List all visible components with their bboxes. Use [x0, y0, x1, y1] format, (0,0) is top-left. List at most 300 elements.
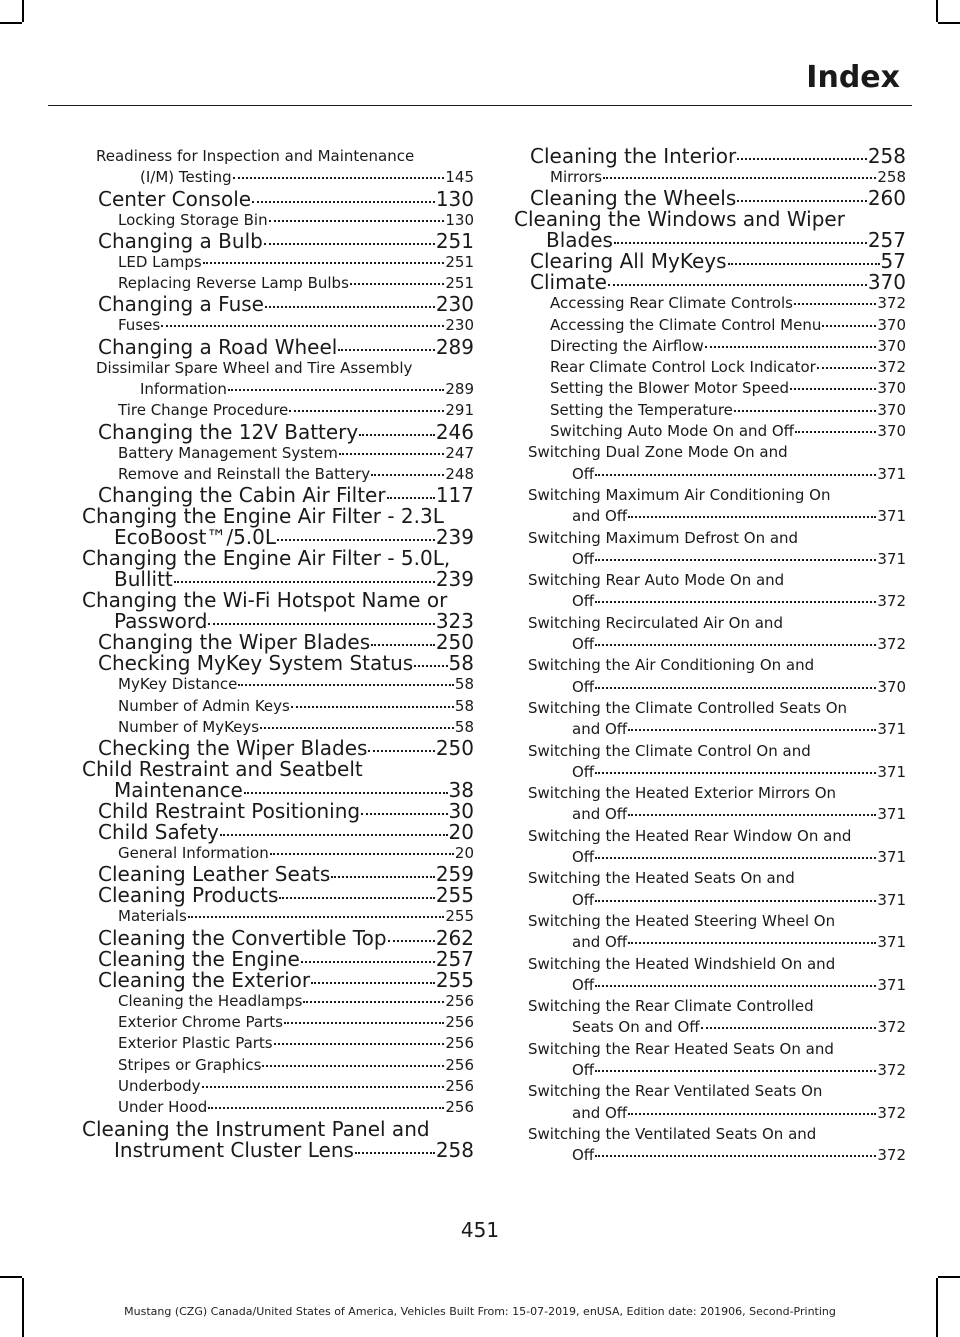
index-entry-page: 255	[435, 967, 474, 992]
index-entry-term: Stripes or Graphics	[118, 1055, 262, 1074]
index-entry-term: Blades	[546, 228, 613, 253]
index-entry	[528, 741, 906, 784]
index-entry-term: Changing a Bulb	[98, 228, 263, 253]
index-entry	[528, 868, 906, 911]
index-entry	[96, 358, 474, 401]
index-entry	[82, 801, 474, 822]
index-entry-page: 370	[877, 422, 906, 441]
index-entry-page: 370	[877, 677, 906, 696]
index-entry	[96, 1055, 474, 1076]
index-entry-term: Changing a Fuse	[98, 292, 264, 317]
index-entry	[82, 946, 474, 971]
index-entry-page: 257	[435, 946, 474, 971]
index-entry-page: 258	[867, 144, 906, 168]
index-entry-term: Number of Admin Keys	[118, 696, 290, 715]
index-entry	[82, 822, 474, 843]
index-entry-page: 258	[877, 168, 906, 186]
dot-leader	[202, 1086, 445, 1088]
dot-leader	[355, 1152, 435, 1154]
index-entry	[96, 464, 474, 485]
index-entry-term: Cleaning Leather Seats	[98, 862, 331, 887]
index-entry-line: Switching the Heated Exterior Mirrors On	[528, 784, 837, 803]
index-entry-term: Cleaning the Convertible Top	[98, 925, 387, 950]
index-entry-line: Switching the Ventilated Seats On and	[528, 1124, 817, 1143]
dot-leader	[331, 876, 434, 878]
index-entry	[96, 717, 474, 738]
page-title: Index	[806, 60, 900, 95]
index-entry-page: 370	[877, 379, 906, 398]
index-entry-term: Off	[572, 592, 595, 611]
dot-leader	[705, 346, 877, 348]
index-entry	[96, 400, 474, 421]
dot-leader	[265, 306, 435, 308]
dot-leader	[595, 900, 876, 902]
index-entry-term: Checking MyKey System Status	[98, 651, 414, 676]
index-entry-term: Materials	[118, 907, 187, 926]
index-entry-page: 372	[877, 1060, 906, 1079]
index-entry	[82, 653, 474, 674]
index-entry	[82, 548, 474, 590]
index-entry-page: 250	[435, 630, 474, 655]
dot-leader	[291, 706, 454, 708]
index-entry-term: Center Console	[98, 186, 252, 211]
index-entry	[82, 590, 474, 632]
index-entry-page: 289	[445, 380, 474, 399]
index-entry-term: Off	[572, 635, 595, 654]
index-entry-term: Off	[572, 848, 595, 867]
index-entry-term: Off	[572, 549, 595, 568]
index-entry	[82, 885, 474, 906]
index-entry-term: Off	[572, 1146, 595, 1165]
dot-leader	[628, 516, 876, 518]
index-entry-page: 370	[877, 400, 906, 419]
index-entry	[528, 421, 906, 442]
index-entry-term: (I/M) Testing	[140, 168, 232, 187]
index-entry	[528, 400, 906, 421]
dot-leader	[233, 177, 445, 179]
index-entry-page: 256	[445, 1076, 474, 1095]
index-entry-line: Cleaning the Windows and Wiper	[514, 207, 845, 232]
index-entry	[528, 378, 906, 399]
index-entry-term: Off	[572, 677, 595, 696]
index-entry-term: Exterior Plastic Parts	[118, 1034, 273, 1053]
index-entry-line: Switching the Climate Control On and	[528, 741, 811, 760]
index-entry-line: Switching the Heated Seats On and	[528, 869, 795, 888]
index-entry-page: 372	[877, 1146, 906, 1165]
crop-mark	[0, 22, 22, 24]
dot-leader	[603, 177, 876, 179]
index-entry-term: Fuses	[118, 316, 161, 335]
index-entry-term: Cleaning the Engine	[98, 946, 300, 971]
dot-leader	[595, 687, 876, 689]
index-entry	[528, 1039, 906, 1082]
index-entry-term: Changing the Wiper Blades	[98, 630, 371, 655]
index-entry	[82, 1116, 474, 1162]
index-entry-page: 372	[877, 635, 906, 654]
index-entry-page: 256	[445, 1098, 474, 1117]
index-entry	[96, 273, 474, 294]
index-entry-line: Cleaning the Instrument Panel and	[82, 1116, 430, 1141]
index-entry-page: 130	[445, 210, 474, 229]
index-entry-line: Switching the Climate Controlled Seats On	[528, 698, 848, 717]
dot-leader	[595, 985, 876, 987]
index-entry	[82, 925, 474, 950]
dot-leader	[414, 665, 447, 667]
dot-leader	[238, 684, 454, 686]
index-entry	[96, 210, 474, 231]
index-entry-line: Switching Dual Zone Mode On and	[528, 443, 788, 462]
index-entry-term: Climate	[530, 270, 607, 295]
dot-leader	[790, 388, 876, 390]
index-entry	[82, 485, 474, 506]
index-entry-term: Changing the 12V Battery	[98, 419, 359, 444]
index-entry-page: 371	[877, 975, 906, 994]
index-entry-page: 291	[445, 401, 474, 420]
index-entry-term: Cleaning the Interior	[530, 144, 737, 168]
index-entry	[528, 442, 906, 485]
index-entry-line: Switching the Rear Climate Controlled	[528, 997, 814, 1016]
index-entry	[96, 315, 474, 336]
index-entry-page: 251	[445, 274, 474, 293]
index-entry-term: EcoBoost™/5.0L	[114, 525, 277, 550]
index-entry-page: 323	[435, 609, 474, 634]
index-entry-term: Cleaning the Wheels	[530, 186, 737, 211]
dot-leader	[188, 916, 445, 918]
dot-leader	[203, 262, 445, 264]
dot-leader	[361, 813, 447, 815]
index-entry-term: Accessing Rear Climate Controls	[550, 294, 793, 313]
dot-leader	[339, 453, 445, 455]
dot-leader	[628, 942, 876, 944]
index-entry	[96, 252, 474, 273]
index-entry	[82, 506, 474, 548]
index-entry-term: MyKey Distance	[118, 675, 238, 694]
dot-leader	[595, 644, 876, 646]
index-entry-term: Setting the Temperature	[550, 400, 733, 419]
dot-leader	[161, 325, 444, 327]
index-entry	[96, 443, 474, 464]
index-entry	[514, 251, 906, 272]
index-entry-term: Setting the Blower Motor Speed	[550, 379, 790, 398]
index-entry-page: 57	[880, 249, 906, 274]
index-entry-term: and Off	[572, 805, 628, 824]
index-entry-term: Mirrors	[550, 168, 603, 186]
index-entry-page: 247	[445, 443, 474, 462]
index-entry-term: Switching Auto Mode On and Off	[550, 422, 794, 441]
index-entry-line: Switching Recirculated Air On and	[528, 613, 783, 632]
index-entry-page: 58	[454, 675, 474, 694]
dot-leader	[595, 772, 876, 774]
index-entry-page: 255	[435, 883, 474, 908]
index-entry	[528, 698, 906, 741]
dot-leader	[794, 303, 876, 305]
index-entry	[96, 1076, 474, 1097]
index-entry	[96, 146, 474, 189]
dot-leader	[737, 158, 867, 160]
dot-leader	[338, 349, 434, 351]
index-entry	[528, 996, 906, 1039]
index-entry-term: Battery Management System	[118, 443, 338, 462]
index-entry	[528, 783, 906, 826]
index-entry-term: and Off	[572, 507, 628, 526]
index-entry	[82, 228, 474, 253]
index-entry-page: 371	[877, 720, 906, 739]
index-entry-page: 372	[877, 294, 906, 313]
index-entry-term: Cleaning the Headlamps	[118, 991, 303, 1010]
index-entry	[96, 1012, 474, 1033]
index-entry-term: Off	[572, 464, 595, 483]
dot-leader	[262, 1065, 444, 1067]
index-entry-page: 372	[877, 592, 906, 611]
dot-leader	[252, 201, 435, 203]
index-entry-term: and Off	[572, 1103, 628, 1122]
dot-leader	[289, 410, 444, 412]
index-entry-page: 371	[877, 805, 906, 824]
index-entry-term: Changing the Cabin Air Filter	[98, 483, 386, 508]
index-entry	[514, 272, 906, 293]
index-entry-page: 371	[877, 848, 906, 867]
index-entry-page: 372	[877, 1018, 906, 1037]
dot-leader	[595, 474, 876, 476]
index-entry-page: 130	[435, 186, 474, 211]
index-entry	[514, 188, 906, 209]
dot-leader	[737, 200, 867, 202]
index-entry-line: Changing the Engine Air Filter - 2.3L	[82, 504, 444, 529]
index-entry-page: 371	[877, 549, 906, 568]
dot-leader	[387, 497, 435, 499]
dot-leader	[822, 325, 876, 327]
index-entry-page: 58	[454, 696, 474, 715]
dot-leader	[595, 601, 876, 603]
index-entry-page: 257	[867, 228, 906, 253]
index-entry-term: Remove and Reinstall the Battery	[118, 464, 371, 483]
index-entry-term: Seats On and Off	[572, 1018, 700, 1037]
index-entry-term: Directing the Airflow	[550, 336, 704, 355]
index-entry-term: Child Safety	[98, 820, 219, 845]
index-entry	[82, 967, 474, 992]
index-entry-page: 256	[445, 1013, 474, 1032]
index-entry	[96, 674, 474, 695]
index-entry	[96, 991, 474, 1012]
index-entry-page: 38	[448, 778, 474, 803]
index-entry	[528, 655, 906, 698]
index-entry-term: Replacing Reverse Lamp Bulbs	[118, 274, 349, 293]
index-entry	[528, 570, 906, 613]
dot-leader	[174, 581, 435, 583]
dot-leader	[595, 1070, 876, 1072]
index-entry	[528, 1081, 906, 1124]
dot-leader	[269, 220, 445, 222]
index-entry	[82, 294, 474, 315]
index-entry-page: 251	[445, 252, 474, 271]
index-entry-term: and Off	[572, 720, 628, 739]
crop-mark	[936, 0, 938, 22]
index-entry-term: Bullitt	[114, 567, 173, 592]
crop-mark	[0, 1276, 22, 1278]
index-entry-page: 371	[877, 933, 906, 952]
index-entry	[82, 186, 474, 211]
index-entry-term: Under Hood	[118, 1098, 208, 1117]
dot-leader	[817, 367, 877, 369]
index-entry	[82, 632, 474, 653]
index-column-left	[82, 146, 474, 1161]
index-entry-line: Switching Maximum Defrost On and	[528, 528, 799, 547]
index-entry-page: 30	[448, 799, 474, 824]
index-entry-term: LED Lamps	[118, 252, 202, 271]
dot-leader	[277, 539, 435, 541]
index-entry	[528, 357, 906, 378]
index-entry-term: Off	[572, 890, 595, 909]
dot-leader	[368, 750, 434, 752]
crop-mark	[938, 1276, 960, 1278]
dot-leader	[608, 284, 867, 286]
dot-leader	[220, 834, 448, 836]
index-entry	[528, 528, 906, 571]
index-entry-line: Child Restraint and Seatbelt	[82, 757, 363, 782]
index-entry-term: Instrument Cluster Lens	[114, 1137, 354, 1162]
index-entry-term: Information	[140, 380, 227, 399]
index-entry-term: Off	[572, 762, 595, 781]
footer-text: Mustang (CZG) Canada/United States of America, Vehicles Built From: 15-07-2019, enUSA, Edition date: 201906, Second-Printing	[124, 1305, 836, 1318]
index-entry-term: Number of MyKeys	[118, 717, 260, 736]
index-entry	[82, 334, 474, 359]
dot-leader	[311, 982, 435, 984]
index-entry-line: Switching the Heated Rear Window On and	[528, 826, 852, 845]
index-entry-page: 58	[448, 651, 474, 676]
index-entry-page: 239	[435, 525, 474, 550]
dot-leader	[701, 1027, 877, 1029]
index-entry-line: Dissimilar Spare Wheel and Tire Assembly	[96, 358, 413, 377]
dot-leader	[728, 263, 880, 265]
index-entry-line: Switching the Heated Steering Wheel On	[528, 911, 836, 930]
index-entry	[528, 954, 906, 997]
index-entry-line: Changing the Engine Air Filter - 5.0L,	[82, 546, 451, 571]
index-entry-page: 255	[445, 907, 474, 926]
index-entry-page: 260	[867, 186, 906, 211]
dot-leader	[628, 814, 876, 816]
index-entry-term: Underbody	[118, 1076, 201, 1095]
index-entry	[82, 738, 474, 759]
index-entry-line: Switching the Rear Heated Seats On and	[528, 1039, 834, 1058]
dot-leader	[614, 242, 867, 244]
dot-leader	[734, 410, 876, 412]
index-entry-page: 246	[435, 419, 474, 444]
index-entry	[96, 843, 474, 864]
dot-leader	[628, 729, 876, 731]
dot-leader	[595, 857, 876, 859]
dot-leader	[208, 1107, 444, 1109]
index-entry-page: 259	[435, 862, 474, 887]
index-entry	[528, 167, 906, 188]
index-entry-page: 251	[435, 228, 474, 253]
dot-leader	[279, 897, 434, 899]
index-entry	[82, 759, 474, 801]
index-entry-page: 256	[445, 991, 474, 1010]
dot-leader	[371, 644, 435, 646]
index-entry-page: 371	[877, 464, 906, 483]
index-entry-page: 230	[445, 316, 474, 335]
dot-leader	[388, 940, 435, 942]
index-entry-page: 248	[445, 464, 474, 483]
index-entry-page: 230	[435, 292, 474, 317]
index-entry-term: Tire Change Procedure	[118, 401, 289, 420]
index-entry-line: Changing the Wi-Fi Hotspot Name or	[82, 588, 448, 613]
dot-leader	[274, 1043, 445, 1045]
crop-mark	[22, 0, 24, 22]
index-entry-page: 370	[877, 315, 906, 334]
dot-leader	[628, 1113, 876, 1115]
index-entry	[96, 906, 474, 927]
dot-leader	[208, 623, 434, 625]
index-entry-page: 256	[445, 1034, 474, 1053]
index-entry-term: Changing a Road Wheel	[98, 334, 338, 359]
index-entry-page: 145	[445, 168, 474, 187]
index-entry	[528, 315, 906, 336]
dot-leader	[284, 1022, 444, 1024]
index-entry-page: 250	[435, 736, 474, 761]
index-entry-term: and Off	[572, 933, 628, 952]
index-entry-page: 58	[454, 717, 474, 736]
index-entry-page: 371	[877, 762, 906, 781]
index-entry-line: Switching Rear Auto Mode On and	[528, 571, 785, 590]
index-entry	[96, 696, 474, 717]
index-entry-term: Cleaning Products	[98, 883, 279, 908]
index-entry-term: General Information	[118, 844, 269, 863]
index-entry	[82, 864, 474, 885]
dot-leader	[228, 389, 445, 391]
index-entry-term: Off	[572, 975, 595, 994]
index-entry-page: 370	[867, 270, 906, 295]
index-entry-line: Switching Maximum Air Conditioning On	[528, 485, 831, 504]
index-entry-line: Switching the Heated Windshield On and	[528, 954, 836, 973]
dot-leader	[260, 727, 454, 729]
dot-leader	[303, 1001, 444, 1003]
dot-leader	[350, 283, 444, 285]
index-entry	[514, 146, 906, 167]
index-entry-term: Clearing All MyKeys	[530, 249, 727, 274]
index-entry-line: Readiness for Inspection and Maintenance	[96, 147, 415, 165]
index-entry-page: 371	[877, 507, 906, 526]
index-entry-term: Checking the Wiper Blades	[98, 736, 368, 761]
index-entry-page: 239	[435, 567, 474, 592]
crop-mark	[938, 22, 960, 24]
dot-leader	[244, 792, 448, 794]
index-entry	[528, 1124, 906, 1167]
index-entry-term: Password	[114, 609, 208, 634]
dot-leader	[795, 431, 876, 433]
index-entry-page: 117	[435, 483, 474, 508]
index-entry	[514, 209, 906, 251]
index-entry	[528, 336, 906, 357]
index-entry-page: 370	[877, 336, 906, 355]
header-rule	[48, 105, 912, 106]
index-entry-term: Rear Climate Control Lock Indicator	[550, 358, 816, 377]
dot-leader	[264, 243, 435, 245]
dot-leader	[595, 1155, 876, 1157]
index-entry-page: 20	[448, 820, 474, 845]
index-entry-term: Maintenance	[114, 778, 243, 803]
index-entry	[528, 485, 906, 528]
index-entry-page: 256	[445, 1055, 474, 1074]
index-entry-term: Cleaning the Exterior	[98, 967, 311, 992]
page-number: 451	[460, 1218, 500, 1242]
index-entry-page: 372	[877, 358, 906, 377]
index-entry-page: 262	[435, 925, 474, 950]
index-entry-term: Off	[572, 1060, 595, 1079]
index-entry	[528, 293, 906, 314]
index-entry-page: 20	[454, 844, 474, 863]
dot-leader	[301, 961, 435, 963]
